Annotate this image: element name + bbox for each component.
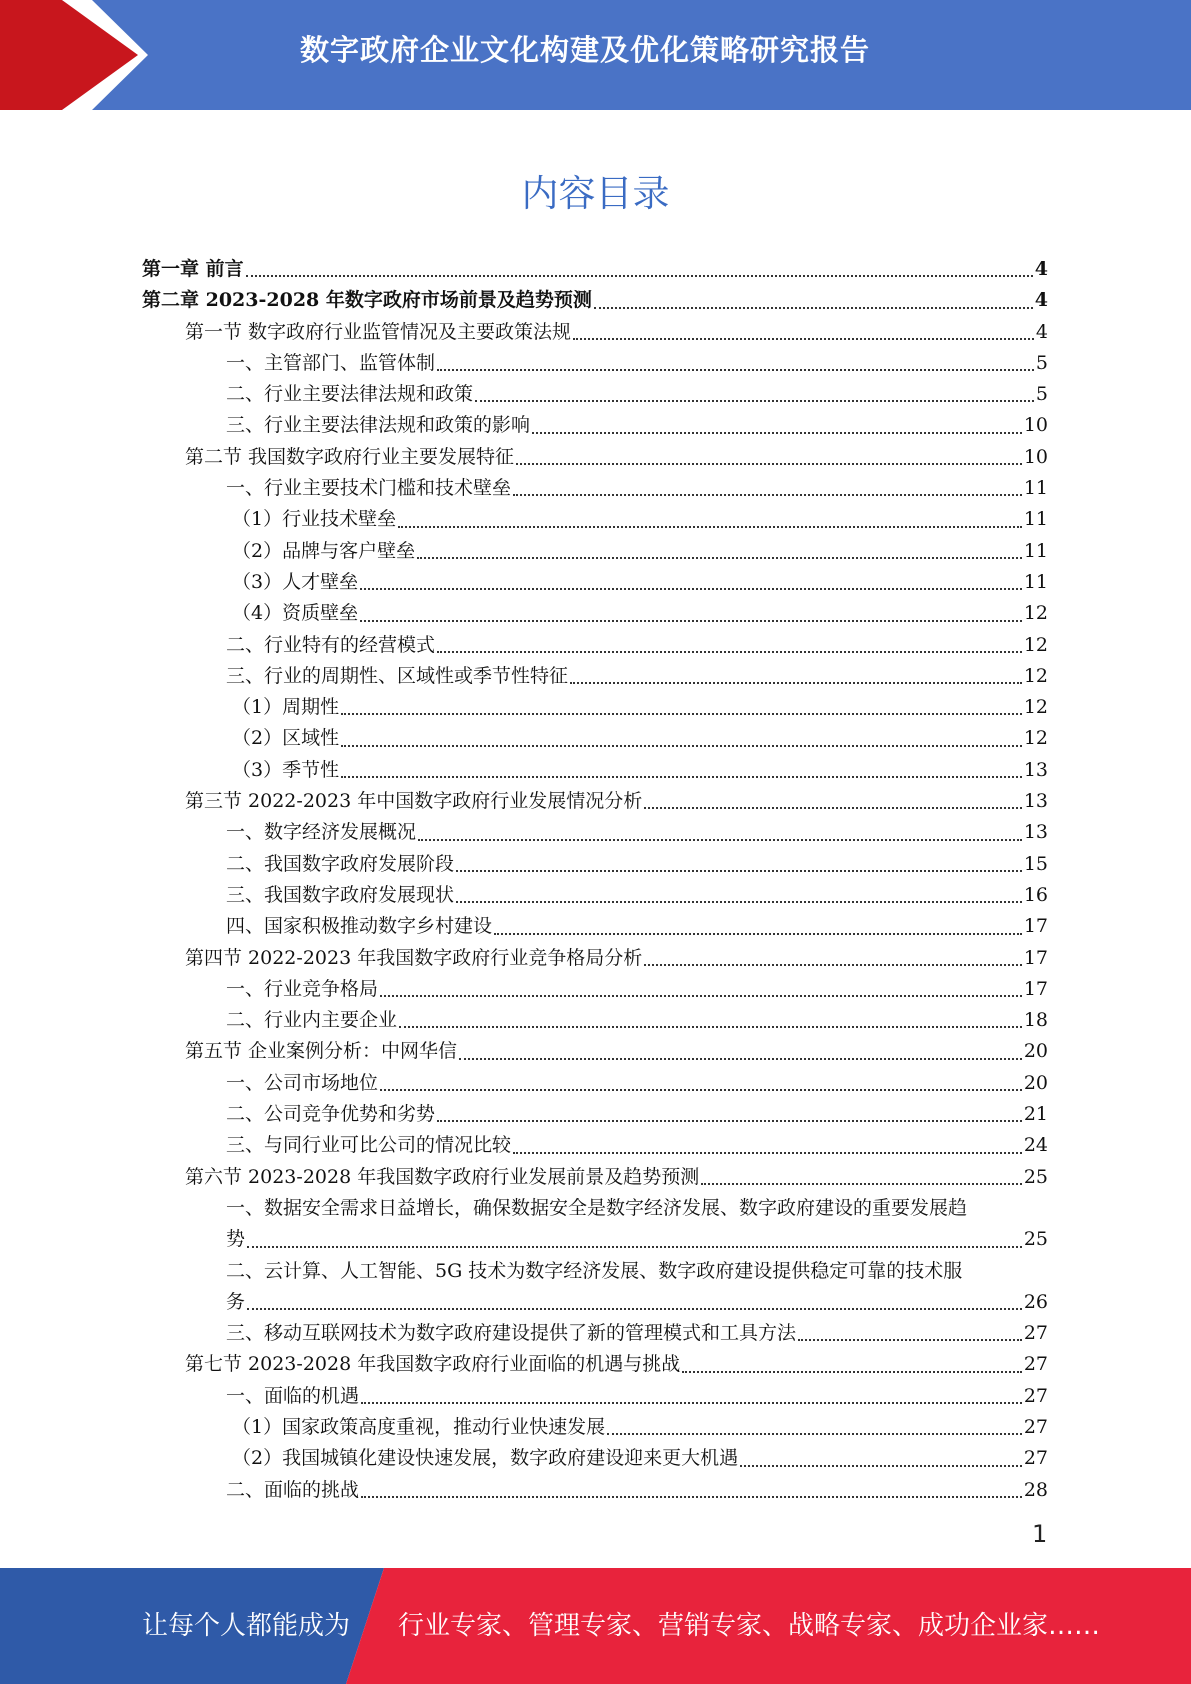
- toc-leader-dots: [360, 619, 1022, 622]
- toc-entry[interactable]: [142, 254, 1048, 285]
- toc-entry-label: 一、主管部门、监管体制: [226, 351, 436, 374]
- toc-entry-page: 12: [1023, 633, 1048, 656]
- toc-entry[interactable]: [142, 943, 1048, 974]
- toc-entry-label-cont: 势: [226, 1228, 246, 1251]
- toc-entry[interactable]: [142, 974, 1048, 1005]
- toc-leader-dots: [740, 1464, 1022, 1467]
- toc-entry-page: 28: [1023, 1478, 1048, 1501]
- toc-entry-label: 二、云计算、人工智能、5G 技术为数字经济发展、数字政府建设提供稳定可靠的技术服: [226, 1259, 963, 1282]
- toc-entry[interactable]: [142, 1036, 1048, 1067]
- toc-entry-label: 二、公司竞争优势和劣势: [226, 1103, 436, 1126]
- toc-entry-page: 5: [1035, 351, 1048, 374]
- toc-entry[interactable]: [142, 817, 1048, 848]
- toc-entry[interactable]: [142, 723, 1048, 754]
- toc-leader-dots: [246, 274, 1033, 277]
- toc-entry[interactable]: [142, 1130, 1048, 1161]
- toc-entry-label: （4）资质壁垒: [232, 602, 359, 625]
- toc-leader-dots: [475, 399, 1034, 402]
- toc-leader-dots: [513, 493, 1022, 496]
- toc-entry-page: 25: [1023, 1165, 1048, 1188]
- toc-leader-dots: [513, 1151, 1022, 1154]
- toc-entry-label-cont: 务: [226, 1290, 246, 1313]
- toc-entry[interactable]: [142, 849, 1048, 880]
- toc-entry[interactable]: [142, 348, 1048, 379]
- toc-entry[interactable]: [142, 911, 1048, 942]
- toc-entry[interactable]: [142, 755, 1048, 786]
- page-header: [0, 0, 1191, 110]
- toc-leader-dots: [361, 1495, 1022, 1498]
- toc-entry[interactable]: [142, 598, 1048, 629]
- toc-entry[interactable]: [142, 1005, 1048, 1036]
- toc-entry-label: 第六节 2023-2028 年我国数字政府行业发展前景及趋势预测: [185, 1165, 700, 1188]
- toc-entry-page: 27: [1023, 1322, 1048, 1345]
- toc-entry[interactable]: [142, 1412, 1048, 1443]
- toc-entry-page: 27: [1023, 1353, 1048, 1376]
- toc-entry-label: 一、面临的机遇: [226, 1384, 360, 1407]
- toc-entry-page: 11: [1023, 570, 1048, 593]
- toc-entry[interactable]: [142, 473, 1048, 504]
- toc-leader-dots: [516, 462, 1022, 465]
- toc-entry-label: （3）季节性: [232, 758, 340, 781]
- toc-entry-page: 21: [1023, 1103, 1048, 1126]
- toc-leader-dots: [361, 1401, 1022, 1404]
- toc-entry-page: 27: [1023, 1384, 1048, 1407]
- toc-leader-dots: [701, 1182, 1022, 1185]
- toc-entry-label: 一、公司市场地位: [226, 1071, 379, 1094]
- toc-entry-page: 11: [1023, 477, 1048, 500]
- toc-leader-dots: [399, 1025, 1022, 1028]
- toc-heading: 内容目录: [521, 172, 670, 215]
- toc-entry-page: 25: [1023, 1228, 1048, 1251]
- toc-leader-dots: [418, 838, 1022, 841]
- toc-entry[interactable]: [142, 880, 1048, 911]
- toc-leader-dots: [570, 681, 1022, 684]
- toc-entry[interactable]: [142, 1099, 1048, 1130]
- toc-entry-page: 13: [1023, 758, 1048, 781]
- toc-leader-dots: [417, 556, 1022, 559]
- toc-entry-label: 第一节 数字政府行业监管情况及主要政策法规: [185, 320, 572, 343]
- toc-entry-label: 二、面临的挑战: [226, 1478, 360, 1501]
- toc-leader-dots: [341, 744, 1022, 747]
- toc-entry-label: 三、行业主要法律法规和政策的影响: [226, 414, 531, 437]
- toc-entry-label: 二、行业主要法律法规和政策: [226, 383, 474, 406]
- table-of-contents: [142, 254, 1048, 1506]
- toc-entry-label: 一、行业竞争格局: [226, 977, 379, 1000]
- toc-entry[interactable]: [142, 1381, 1048, 1412]
- toc-entry-label: （2）我国城镇化建设快速发展，数字政府建设迎来更大机遇: [232, 1447, 739, 1470]
- toc-leader-dots: [437, 368, 1034, 371]
- toc-entry-label: 三、行业的周期性、区域性或季节性特征: [226, 664, 569, 687]
- toc-entry-page: 17: [1023, 915, 1048, 938]
- toc-entry-page: 18: [1023, 1009, 1048, 1032]
- toc-entry-page: 5: [1035, 383, 1048, 406]
- toc-entry[interactable]: [142, 379, 1048, 410]
- toc-leader-dots: [398, 525, 1022, 528]
- toc-entry-label: 二、行业特有的经营模式: [226, 633, 436, 656]
- toc-leader-dots: [437, 1119, 1022, 1122]
- toc-leader-dots: [644, 806, 1022, 809]
- toc-entry-label: 一、行业主要技术门槛和技术壁垒: [226, 477, 512, 500]
- toc-leader-dots: [494, 932, 1022, 935]
- toc-entry-label: 三、我国数字政府发展现状: [226, 883, 455, 906]
- toc-entry-label: 第二节 我国数字政府行业主要发展特征: [185, 445, 515, 468]
- toc-entry-page: 12: [1023, 727, 1048, 750]
- toc-entry-label: 三、与同行业可比公司的情况比较: [226, 1134, 512, 1157]
- toc-leader-dots: [456, 900, 1022, 903]
- toc-leader-dots: [573, 337, 1034, 340]
- toc-entry-page: 20: [1023, 1040, 1048, 1063]
- toc-entry-page: 10: [1023, 414, 1048, 437]
- toc-entry-label: （1）国家政策高度重视，推动行业快速发展: [232, 1415, 606, 1438]
- toc-entry-label: 一、数据安全需求日益增长，确保数据安全是数字经济发展、数字政府建设的重要发展趋: [226, 1196, 968, 1219]
- toc-leader-dots: [247, 1307, 1022, 1310]
- toc-entry-page: 15: [1023, 852, 1048, 875]
- toc-entry-page: 12: [1023, 696, 1048, 719]
- toc-entry-page: 27: [1023, 1447, 1048, 1470]
- toc-entry[interactable]: [142, 1068, 1048, 1099]
- toc-entry[interactable]: [142, 661, 1048, 692]
- toc-entry-label: 第四节 2022-2023 年我国数字政府行业竞争格局分析: [185, 946, 643, 969]
- toc-entry[interactable]: [142, 1349, 1048, 1380]
- toc-entry[interactable]: [142, 536, 1048, 567]
- toc-entry[interactable]: [142, 1443, 1048, 1474]
- toc-entry-label: 第七节 2023-2028 年我国数字政府行业面临的机遇与挑战: [185, 1353, 681, 1376]
- toc-entry-label: 四、国家积极推动数字乡村建设: [226, 915, 493, 938]
- toc-entry[interactable]: [142, 1256, 1048, 1319]
- toc-entry[interactable]: [142, 442, 1048, 473]
- toc-leader-dots: [380, 1088, 1022, 1091]
- footer-slogan-right: 行业专家、管理专家、营销专家、战略专家、成功企业家……: [398, 1611, 1101, 1641]
- toc-entry-label: 第三节 2022-2023 年中国数字政府行业发展情况分析: [185, 790, 643, 813]
- toc-entry-page: 4: [1034, 258, 1048, 280]
- toc-leader-dots: [360, 587, 1022, 590]
- toc-entry-page: 17: [1023, 946, 1048, 969]
- toc-entry[interactable]: [142, 317, 1048, 348]
- toc-entry[interactable]: [142, 786, 1048, 817]
- toc-entry-page: 24: [1023, 1134, 1048, 1157]
- toc-entry-page: 20: [1023, 1071, 1048, 1094]
- toc-entry-label: 三、移动互联网技术为数字政府建设提供了新的管理模式和工具方法: [226, 1322, 797, 1345]
- toc-leader-dots: [607, 1432, 1022, 1435]
- toc-entry-label: 二、行业内主要企业: [226, 1009, 398, 1032]
- toc-entry-page: 13: [1023, 821, 1048, 844]
- toc-entry[interactable]: [142, 1162, 1048, 1193]
- toc-entry-label: 一、数字经济发展概况: [226, 821, 417, 844]
- toc-leader-dots: [437, 650, 1022, 653]
- toc-entry-label: 第二章 2023-2028 年数字政府市场前景及趋势预测: [142, 289, 592, 312]
- footer-slogan-left: 让每个人都能成为: [142, 1611, 351, 1641]
- toc-leader-dots: [459, 1057, 1022, 1060]
- toc-entry-label: （3）人才壁垒: [232, 570, 359, 593]
- page-footer: [0, 1568, 1191, 1684]
- toc-entry-page: 16: [1023, 883, 1048, 906]
- toc-entry[interactable]: [142, 630, 1048, 661]
- toc-entry-page: 4: [1035, 320, 1048, 343]
- toc-entry-label: （2）区域性: [232, 727, 340, 750]
- toc-leader-dots: [594, 306, 1033, 309]
- toc-entry[interactable]: [142, 692, 1048, 723]
- toc-entry[interactable]: [142, 504, 1048, 535]
- toc-leader-dots: [532, 431, 1022, 434]
- toc-entry-page: 13: [1023, 790, 1048, 813]
- toc-entry-page: 10: [1023, 445, 1048, 468]
- toc-entry[interactable]: [142, 410, 1048, 441]
- toc-leader-dots: [380, 994, 1022, 997]
- toc-entry[interactable]: [142, 1318, 1048, 1349]
- toc-leader-dots: [682, 1370, 1022, 1373]
- toc-leader-dots: [247, 1245, 1022, 1248]
- toc-entry-label: （2）品牌与客户壁垒: [232, 539, 416, 562]
- toc-entry-label: 第五节 企业案例分析：中网华信: [185, 1040, 458, 1063]
- page-number: 1: [1032, 1520, 1048, 1548]
- toc-entry-page: 12: [1023, 602, 1048, 625]
- header-title: 数字政府企业文化构建及优化策略研究报告: [300, 33, 871, 67]
- toc-entry-label: 二、我国数字政府发展阶段: [226, 852, 455, 875]
- toc-leader-dots: [456, 869, 1022, 872]
- toc-leader-dots: [341, 712, 1022, 715]
- toc-entry[interactable]: [142, 1475, 1048, 1506]
- toc-leader-dots: [341, 775, 1022, 778]
- toc-entry-page: 17: [1023, 977, 1048, 1000]
- toc-entry-page: 27: [1023, 1415, 1048, 1438]
- toc-entry-label: （1）周期性: [232, 696, 340, 719]
- toc-entry[interactable]: [142, 285, 1048, 316]
- toc-entry-label: （1）行业技术壁垒: [232, 508, 397, 531]
- toc-entry-page: 11: [1023, 508, 1048, 531]
- toc-entry-label: 第一章 前言: [142, 258, 244, 280]
- toc-entry-page: 11: [1023, 539, 1048, 562]
- toc-entry-page: 12: [1023, 664, 1048, 687]
- toc-leader-dots: [798, 1338, 1022, 1341]
- toc-leader-dots: [644, 963, 1022, 966]
- toc-entry-page: 4: [1034, 289, 1048, 312]
- toc-entry-page: 26: [1023, 1290, 1048, 1313]
- toc-entry[interactable]: [142, 567, 1048, 598]
- toc-entry[interactable]: [142, 1193, 1048, 1256]
